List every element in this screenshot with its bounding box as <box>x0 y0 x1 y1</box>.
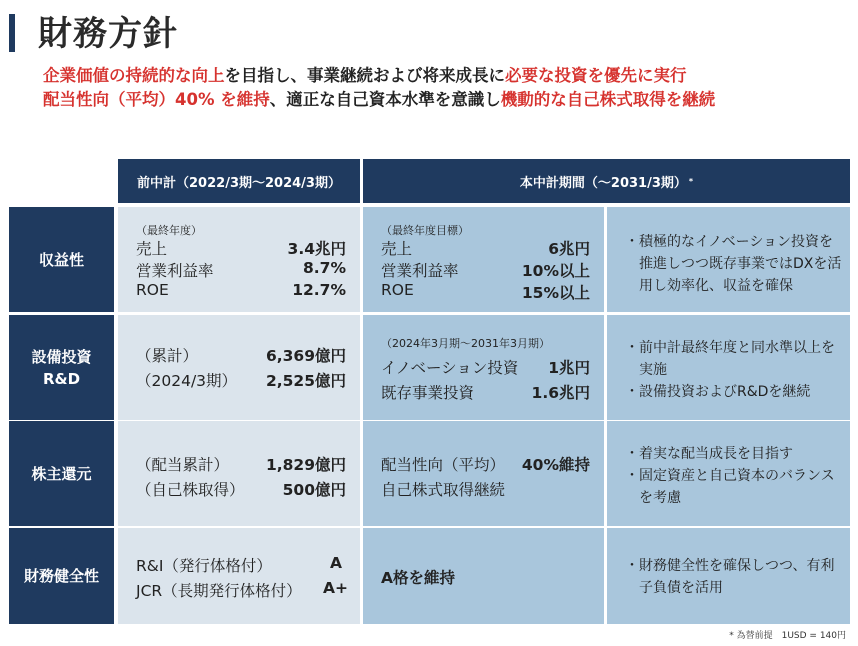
policy-item: ・積極的なイノベーション投資を推進しつつ既存事業ではDXを活用し効率化、収益を確保 <box>625 234 842 294</box>
subtitle-1-part-3: 必要な投資を優先に実行 <box>505 66 687 85</box>
prev-key-sales: 売上 <box>136 240 168 258</box>
cur-key-op-margin: 営業利益率 <box>381 262 459 280</box>
subtitle-1-part-2: を目指し、事業継続および将来成長に <box>224 66 505 85</box>
row-label-capex-rnd <box>9 315 114 420</box>
prev-value-op-margin: 8.7% <box>303 259 346 277</box>
cell-current-return <box>363 421 604 526</box>
subtitle-1-part-1: 企業価値の持続的な向上 <box>43 66 225 85</box>
footnote: * 為替前提 1USD = 140円 <box>729 631 846 641</box>
policy-item: ・固定資産と自己資本のバランスを考慮 <box>625 468 835 506</box>
prev-key-op-margin: 営業利益率 <box>136 262 214 280</box>
cur-key-innovation: イノベーション投資 <box>381 359 519 377</box>
cell-prev-return <box>118 421 360 526</box>
policy-item: ・設備投資およびR&Dを継続 <box>625 384 811 400</box>
row-shareholder-return <box>9 421 850 526</box>
cell-current-capex <box>363 315 604 420</box>
cell-prev-profitability <box>118 207 360 312</box>
cur-key-sales: 売上 <box>381 240 413 258</box>
cell-policy-profitability <box>607 207 850 312</box>
subtitle-2-part-2: 、適正な自己資本水準を意識し <box>269 90 501 109</box>
header-current-plan-text: 本中計期間（～2031/3期） <box>519 175 687 191</box>
policy-list-profitability <box>625 231 847 297</box>
policy-list-capex <box>625 337 847 403</box>
row-label-capex: 設備投資 <box>31 347 92 366</box>
prev-value-cumulative: 6,369億円 <box>265 347 346 365</box>
row-profitability <box>9 207 850 312</box>
row-label-rnd: R&D <box>42 369 81 388</box>
cur-value-payout: 40%維持 <box>521 456 590 474</box>
prev-key-dividends: （配当累計） <box>136 456 230 474</box>
row-financial-health <box>9 528 850 624</box>
prev-value-sales: 3.4兆円 <box>287 240 346 258</box>
row-capex-rnd <box>9 315 850 420</box>
row-label-shareholder-return: 株主還元 <box>9 421 114 526</box>
policy-item: ・前中計最終年度と同水準以上を実施 <box>625 340 835 378</box>
policy-item: ・財務健全性を確保しつつ、有利子負債を活用 <box>625 558 835 596</box>
cur-value-sales: 6兆円 <box>548 240 590 258</box>
policy-list-health <box>625 555 847 599</box>
header-previous-plan: 前中計（2022/3期～2024/3期） <box>118 159 360 203</box>
prev-key-roe: ROE <box>136 281 169 299</box>
prev-value-2024: 2,525億円 <box>265 372 346 390</box>
header-current-plan <box>363 159 850 203</box>
cell-current-profitability <box>363 207 604 312</box>
prev-value-dividends: 1,829億円 <box>265 456 346 474</box>
policy-item: ・着実な配当成長を目指す <box>625 446 793 462</box>
subtitle-line-2 <box>43 88 715 112</box>
cur-note: （最終年度目標） <box>381 224 469 237</box>
cur-value-roe: 15%以上 <box>521 284 590 302</box>
cur-key-existing: 既存事業投資 <box>381 384 475 402</box>
cur-value-existing: 1.6兆円 <box>531 384 590 402</box>
row-label-financial-health: 財務健全性 <box>9 528 114 624</box>
cur-key-payout: 配当性向（平均） <box>381 456 506 474</box>
prev-key-jcr: JCR（長期発行体格付） <box>136 582 302 600</box>
cell-prev-health <box>118 528 360 624</box>
prev-note: （最終年度） <box>136 224 202 237</box>
cell-policy-capex <box>607 315 850 420</box>
prev-value-jcr: A+ <box>323 579 348 597</box>
cell-current-health <box>363 528 604 624</box>
cell-prev-capex <box>118 315 360 420</box>
policy-list-return <box>625 443 847 509</box>
subtitle-2-part-3: 機動的な自己株式取得を継続 <box>500 90 716 109</box>
title-accent-bar <box>9 14 15 52</box>
cell-policy-health <box>607 528 850 624</box>
prev-value-roe: 12.7% <box>292 281 346 299</box>
prev-value-ri: A <box>330 554 342 572</box>
page-title: 財務方針 <box>38 14 178 54</box>
cur-value-op-margin: 10%以上 <box>521 262 590 280</box>
header-footnote-mark: * <box>688 176 694 186</box>
subtitle-line-1 <box>43 64 687 88</box>
subtitle-2-part-1: 配当性向（平均）40% を維持 <box>43 90 270 109</box>
prev-key-buyback: （自己株取得） <box>136 481 245 499</box>
row-label-profitability: 収益性 <box>9 207 114 312</box>
cur-rating-target: A格を維持 <box>381 569 455 587</box>
prev-value-buyback: 500億円 <box>282 481 346 499</box>
prev-key-cumulative: （累計） <box>136 347 199 365</box>
cur-key-buyback: 自己株式取得継続 <box>381 481 506 499</box>
prev-key-ri: R&I（発行体格付） <box>136 557 272 575</box>
cur-capex-note: （2024年3月期～2031年3月期） <box>381 337 550 350</box>
cur-value-innovation: 1兆円 <box>548 359 590 377</box>
prev-key-2024: （2024/3期） <box>136 372 238 390</box>
cell-policy-return <box>607 421 850 526</box>
cur-key-roe: ROE <box>381 281 414 299</box>
